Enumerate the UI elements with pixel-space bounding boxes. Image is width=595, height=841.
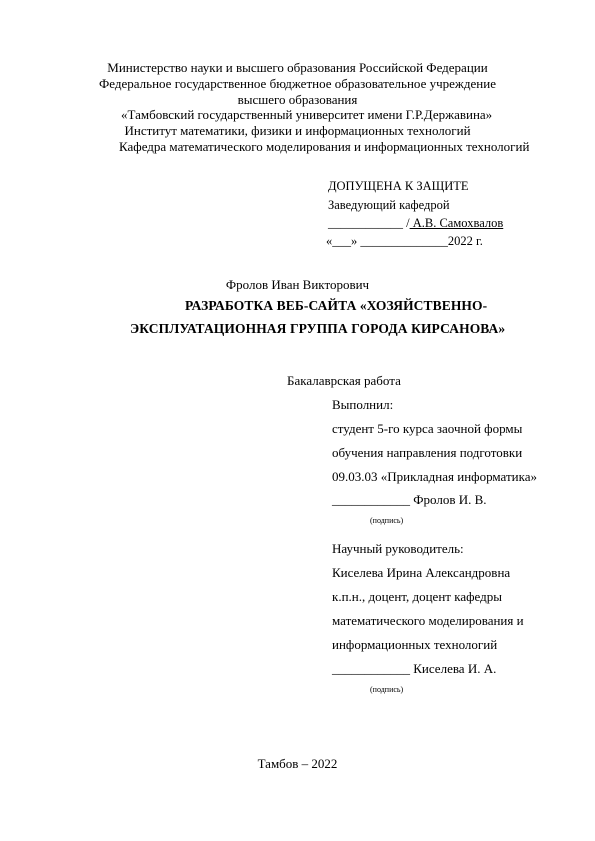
approval-head-name: А.В. Самохвалов xyxy=(409,216,504,230)
city-year: Тамбов – 2022 xyxy=(257,756,338,771)
thesis-title-line1: РАЗРАБОТКА ВЕБ-САЙТА «ХОЗЯЙСТВЕННО- xyxy=(185,298,488,313)
university-line: «Тамбовский государственный университет имени Г.Р.Державина» xyxy=(121,107,493,122)
supervisor-line2: математического моделирования и xyxy=(332,613,524,628)
performer-label: Выполнил: xyxy=(332,397,394,412)
institution-type-line1: Федеральное государственное бюджетное образовательное учреждение xyxy=(99,76,496,91)
performer-line1: студент 5-го курса заочной формы xyxy=(332,421,523,436)
work-type: Бакалаврская работа xyxy=(287,373,401,388)
performer-line3: 09.03.03 «Прикладная информатика» xyxy=(332,469,537,484)
supervisor-label: Научный руководитель: xyxy=(332,541,464,556)
performer-line2: обучения направления подготовки xyxy=(332,445,523,460)
approval-position: Заведующий кафедрой xyxy=(328,198,450,212)
institute-line: Институт математики, физики и информационных технологий xyxy=(124,123,471,138)
approval-signature-line xyxy=(328,215,503,231)
supervisor-name: Киселева Ирина Александровна xyxy=(332,565,511,580)
department-line: Кафедра математического моделирования и информационных технологий xyxy=(119,139,530,154)
supervisor-signature: ____________ Киселева И. А. xyxy=(332,661,497,676)
approval-heading: ДОПУЩЕНА К ЗАЩИТЕ xyxy=(328,179,469,193)
performer-signature: ____________ Фролов И. В. xyxy=(332,492,487,507)
supervisor-signature-caption: (подпись) xyxy=(370,685,404,694)
approval-date-line: «___» ______________2022 г. xyxy=(326,234,483,248)
supervisor-line1: к.п.н., доцент, доцент кафедры xyxy=(332,589,502,604)
author-name: Фролов Иван Викторович xyxy=(225,277,370,292)
ministry-line: Министерство науки и высшего образования Российской Федерации xyxy=(107,60,488,75)
thesis-title-line2: ЭКСПЛУАТАЦИОННАЯ ГРУППА ГОРОДА КИРСАНОВА» xyxy=(130,321,506,336)
performer-signature-caption: (подпись) xyxy=(370,516,404,525)
approval-signature-blank: ____________ / xyxy=(328,216,410,230)
supervisor-line3: информационных технологий xyxy=(332,637,498,652)
institution-type-line2: высшего образования xyxy=(237,92,358,107)
